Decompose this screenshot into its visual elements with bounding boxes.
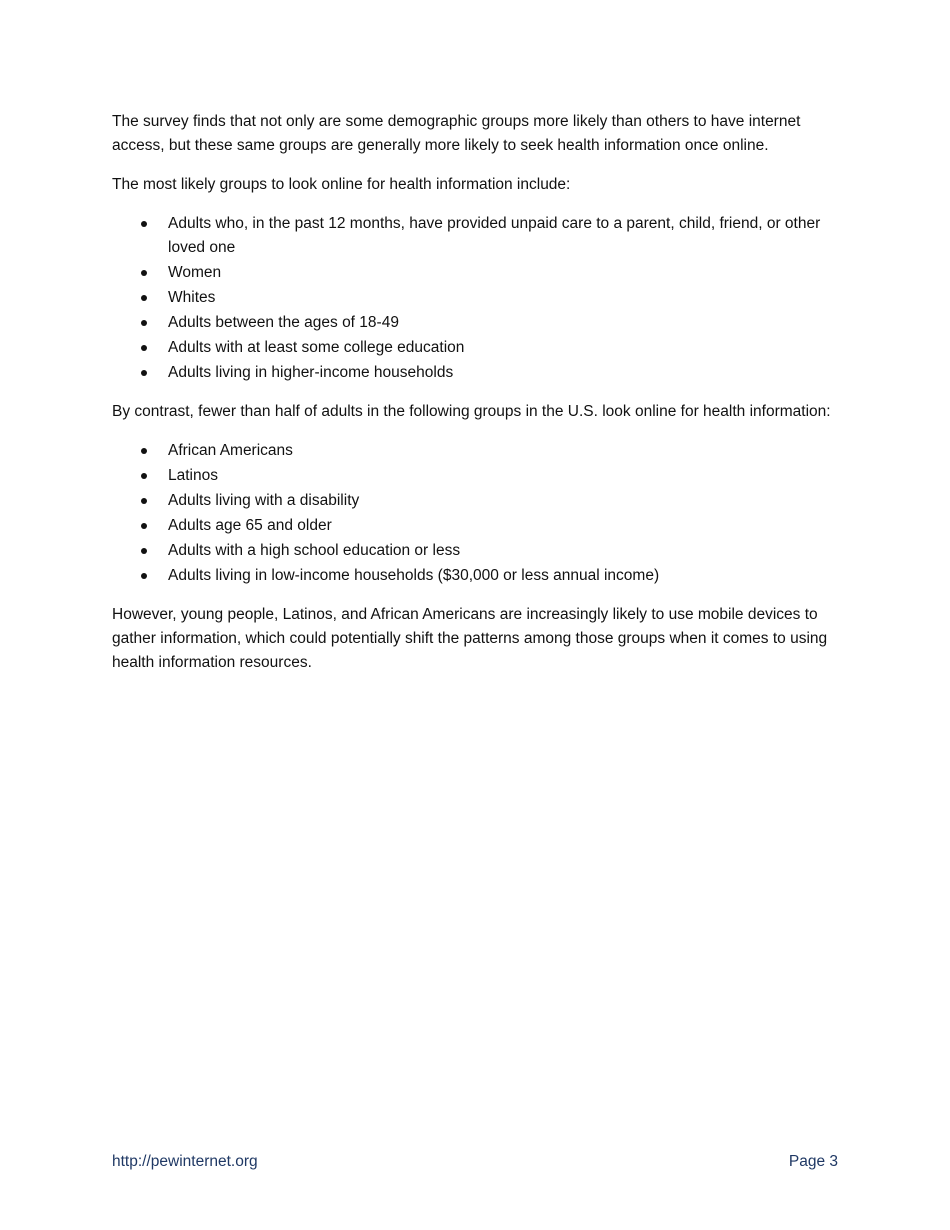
likely-groups-list (112, 212, 842, 385)
list-item-text: Adults living in higher-income households (168, 364, 454, 381)
bullet-icon (141, 523, 147, 529)
bullet-icon (141, 370, 147, 376)
contrast-paragraph: By contrast, fewer than half of adults in the following groups in the U.S. look online for health information: (112, 403, 831, 420)
page-number: Page 3 (788, 1153, 838, 1170)
bullet-icon (141, 270, 147, 276)
less-likely-groups-list (112, 439, 842, 588)
bullet-icon (141, 548, 147, 554)
bullet-icon (141, 295, 147, 301)
list-item (112, 439, 842, 463)
list-item-text: Adults living in low-income households ($30,000 or less annual income) (168, 567, 660, 584)
list-item-text: Whites (168, 289, 216, 306)
list-item (112, 514, 842, 538)
bullet-icon (141, 573, 147, 579)
list-item (112, 489, 842, 513)
list-item (112, 539, 842, 563)
list-item-text: Latinos (168, 467, 218, 484)
list-item-text: Adults with a high school education or less (168, 542, 461, 559)
list-item (112, 361, 842, 385)
bullet-icon (141, 448, 147, 454)
closing-paragraph: However, young people, Latinos, and African Americans are increasingly likely to use mobile devices to gather information, which could potentially shift the patterns among those groups when it comes to using health information resources. (112, 606, 828, 671)
list-item-text: Adults with at least some college education (168, 339, 465, 356)
bullet-icon (141, 473, 147, 479)
list-item (112, 286, 842, 310)
likely-groups-heading: The most likely groups to look online for health information include: (112, 176, 571, 193)
list-item-text: Adults between the ages of 18-49 (168, 314, 399, 331)
list-item-text: Adults who, in the past 12 months, have provided unpaid care to a parent, child, friend, or other loved one (168, 215, 821, 256)
bullet-icon (141, 345, 147, 351)
list-item (112, 464, 842, 488)
bullet-icon (141, 498, 147, 504)
intro-paragraph: The survey finds that not only are some demographic groups more likely than others to have internet access, but these same groups are generally more likely to seek health information once online. (112, 113, 801, 154)
list-item (112, 564, 842, 588)
bullet-icon (141, 221, 147, 227)
bullet-icon (141, 320, 147, 326)
list-item (112, 336, 842, 360)
list-item (112, 212, 842, 260)
page-footer (112, 1151, 838, 1173)
list-item (112, 261, 842, 285)
list-item-text: Women (168, 264, 222, 281)
list-item-text: Adults living with a disability (168, 492, 360, 509)
page-content (112, 110, 842, 690)
list-item-text: Adults age 65 and older (168, 517, 332, 534)
list-item-text: African Americans (168, 442, 293, 459)
list-item (112, 311, 842, 335)
footer-url-link[interactable]: http://pewinternet.org (112, 1153, 258, 1170)
